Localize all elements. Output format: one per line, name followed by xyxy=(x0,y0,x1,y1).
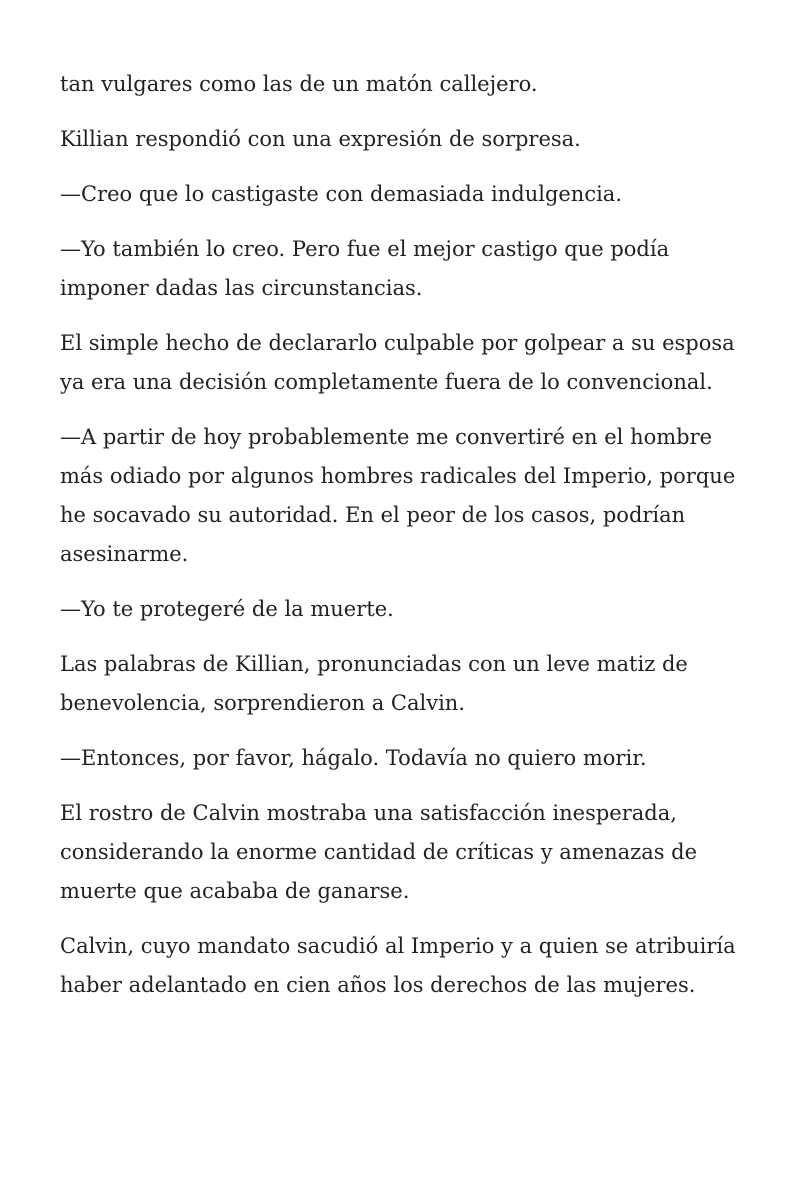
paragraph: —Yo también lo creo. Pero fue el mejor castigo que podía imponer dadas las circunstancias. xyxy=(60,237,670,300)
paragraph: —Entonces, por favor, hágalo. Todavía no quiero morir. xyxy=(60,746,647,770)
paragraph: —Yo te protegeré de la muerte. xyxy=(60,597,394,621)
paragraph: —Creo que lo castigaste con demasiada indulgencia. xyxy=(60,182,623,206)
paragraph: Calvin, cuyo mandato sacudió al Imperio y a quien se atribuiría haber adelantado en cien años los derechos de las mujeres. xyxy=(60,934,736,997)
paragraph: tan vulgares como las de un matón callejero. xyxy=(60,72,538,96)
document-body xyxy=(60,65,750,1021)
paragraph: Killian respondió con una expresión de sorpresa. xyxy=(60,127,581,151)
paragraph: El simple hecho de declararlo culpable por golpear a su esposa ya era una decisión completamente fuera de lo convencional. xyxy=(60,331,735,394)
paragraph: Las palabras de Killian, pronunciadas con un leve matiz de benevolencia, sorprendieron a Calvin. xyxy=(60,652,688,715)
paragraph: —A partir de hoy probablemente me convertiré en el hombre más odiado por algunos hombres radicales del Imperio, porque he socavado su autoridad. En el peor de los casos, podrían asesinarme. xyxy=(60,425,736,566)
paragraph: El rostro de Calvin mostraba una satisfacción inesperada, considerando la enorme cantidad de críticas y amenazas de muerte que acababa de ganarse. xyxy=(60,801,698,903)
